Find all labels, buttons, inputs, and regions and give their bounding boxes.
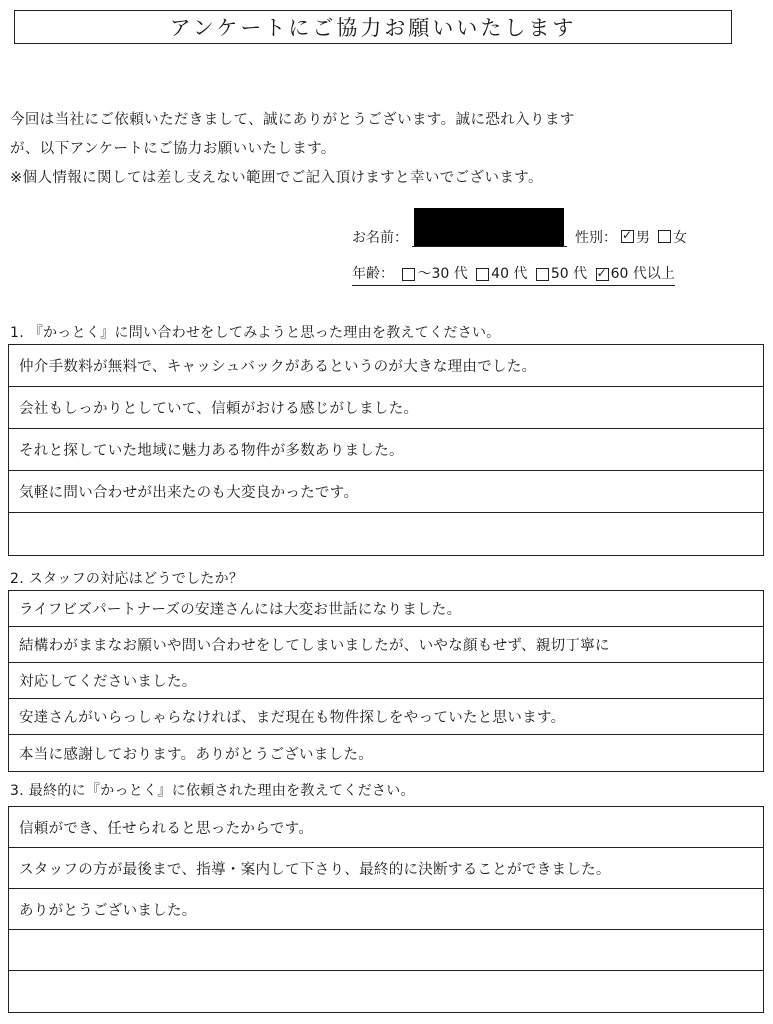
- age-50s-checkbox[interactable]: [536, 268, 549, 281]
- answer-line[interactable]: ライフビズパートナーズの安達さんには大変お世話になりました。: [9, 591, 763, 627]
- name-field: [412, 226, 567, 247]
- age-under30-label: 〜30 代: [417, 266, 468, 282]
- question-3: 3. 最終的に『かっとく』に依頼された理由を教えてください。: [10, 783, 415, 799]
- intro-line: ※個人情報に関しては差し支えない範囲でご記入頂けますと幸いでございます。: [10, 170, 543, 186]
- gender-male-label: 男: [636, 229, 650, 246]
- intro-text: [10, 106, 730, 193]
- answer-line[interactable]: [9, 971, 763, 1012]
- age-60plus-checkbox[interactable]: [596, 268, 609, 281]
- answer-line[interactable]: 本当に感謝しております。ありがとうございました。: [19, 746, 374, 763]
- age-40s-checkbox[interactable]: [476, 268, 489, 281]
- answer-box-3: [8, 806, 764, 1013]
- answer-line[interactable]: 会社もしっかりとしていて、信頼がおける感じがしました。: [9, 387, 763, 429]
- age-label: 年齢：: [352, 266, 394, 282]
- name-gender-row: [352, 226, 687, 247]
- name-label: お名前：: [352, 229, 408, 246]
- gender-male-checkbox[interactable]: [621, 230, 634, 243]
- question-1: 1. 『かっとく』に問い合わせをしてみようと思った理由を教えてください。: [10, 325, 501, 341]
- age-row: [352, 263, 675, 286]
- name-redaction: [414, 208, 564, 246]
- gender-label: 性別：: [575, 229, 617, 246]
- answer-line[interactable]: [9, 930, 763, 971]
- question-2: 2. スタッフの対応はどうでしたか？: [10, 571, 244, 587]
- age-group: [352, 263, 675, 286]
- answer-line[interactable]: 安達さんがいらっしゃらなければ、まだ現在も物件探しをやっていたと思います。: [9, 699, 763, 735]
- intro-line: 今回は当社にご依頼いただきまして、誠にありがとうございます。誠に恐れ入ります: [10, 112, 575, 128]
- survey-title: アンケートにご協力お願いいたします: [14, 10, 732, 44]
- answer-line[interactable]: 結構わがままなお願いや問い合わせをしてしまいましたが、いやな顔もせず、親切丁寧に: [9, 627, 763, 663]
- age-60plus-label: 60 代以上: [610, 266, 675, 282]
- answer-box-1: [8, 344, 764, 556]
- age-under30-checkbox[interactable]: [402, 268, 415, 281]
- answer-line[interactable]: 信頼ができ、任せられると思ったからです。: [9, 807, 763, 848]
- answer-box-2: [8, 590, 764, 772]
- gender-female-label: 女: [673, 229, 687, 246]
- answer-line[interactable]: それと探していた地域に魅力ある物件が多数ありました。: [9, 429, 763, 471]
- intro-line: が、以下アンケートにご協力お願いいたします。: [10, 141, 336, 157]
- age-50s-label: 50 代: [550, 266, 588, 282]
- answer-line[interactable]: ありがとうございました。: [9, 889, 763, 930]
- answer-line[interactable]: スタッフの方が最後まで、指導・案内して下さり、最終的に決断することができました。: [9, 848, 763, 889]
- answer-line[interactable]: 仲介手数料が無料で、キャッシュバックがあるというのが大きな理由でした。: [9, 345, 763, 387]
- answer-line[interactable]: [9, 513, 763, 555]
- age-40s-label: 40 代: [491, 266, 528, 282]
- gender-female-checkbox[interactable]: [658, 230, 671, 243]
- answer-line[interactable]: 対応してくださいました。: [9, 663, 763, 699]
- answer-line[interactable]: 気軽に問い合わせが出来たのも大変良かったです。: [9, 471, 763, 513]
